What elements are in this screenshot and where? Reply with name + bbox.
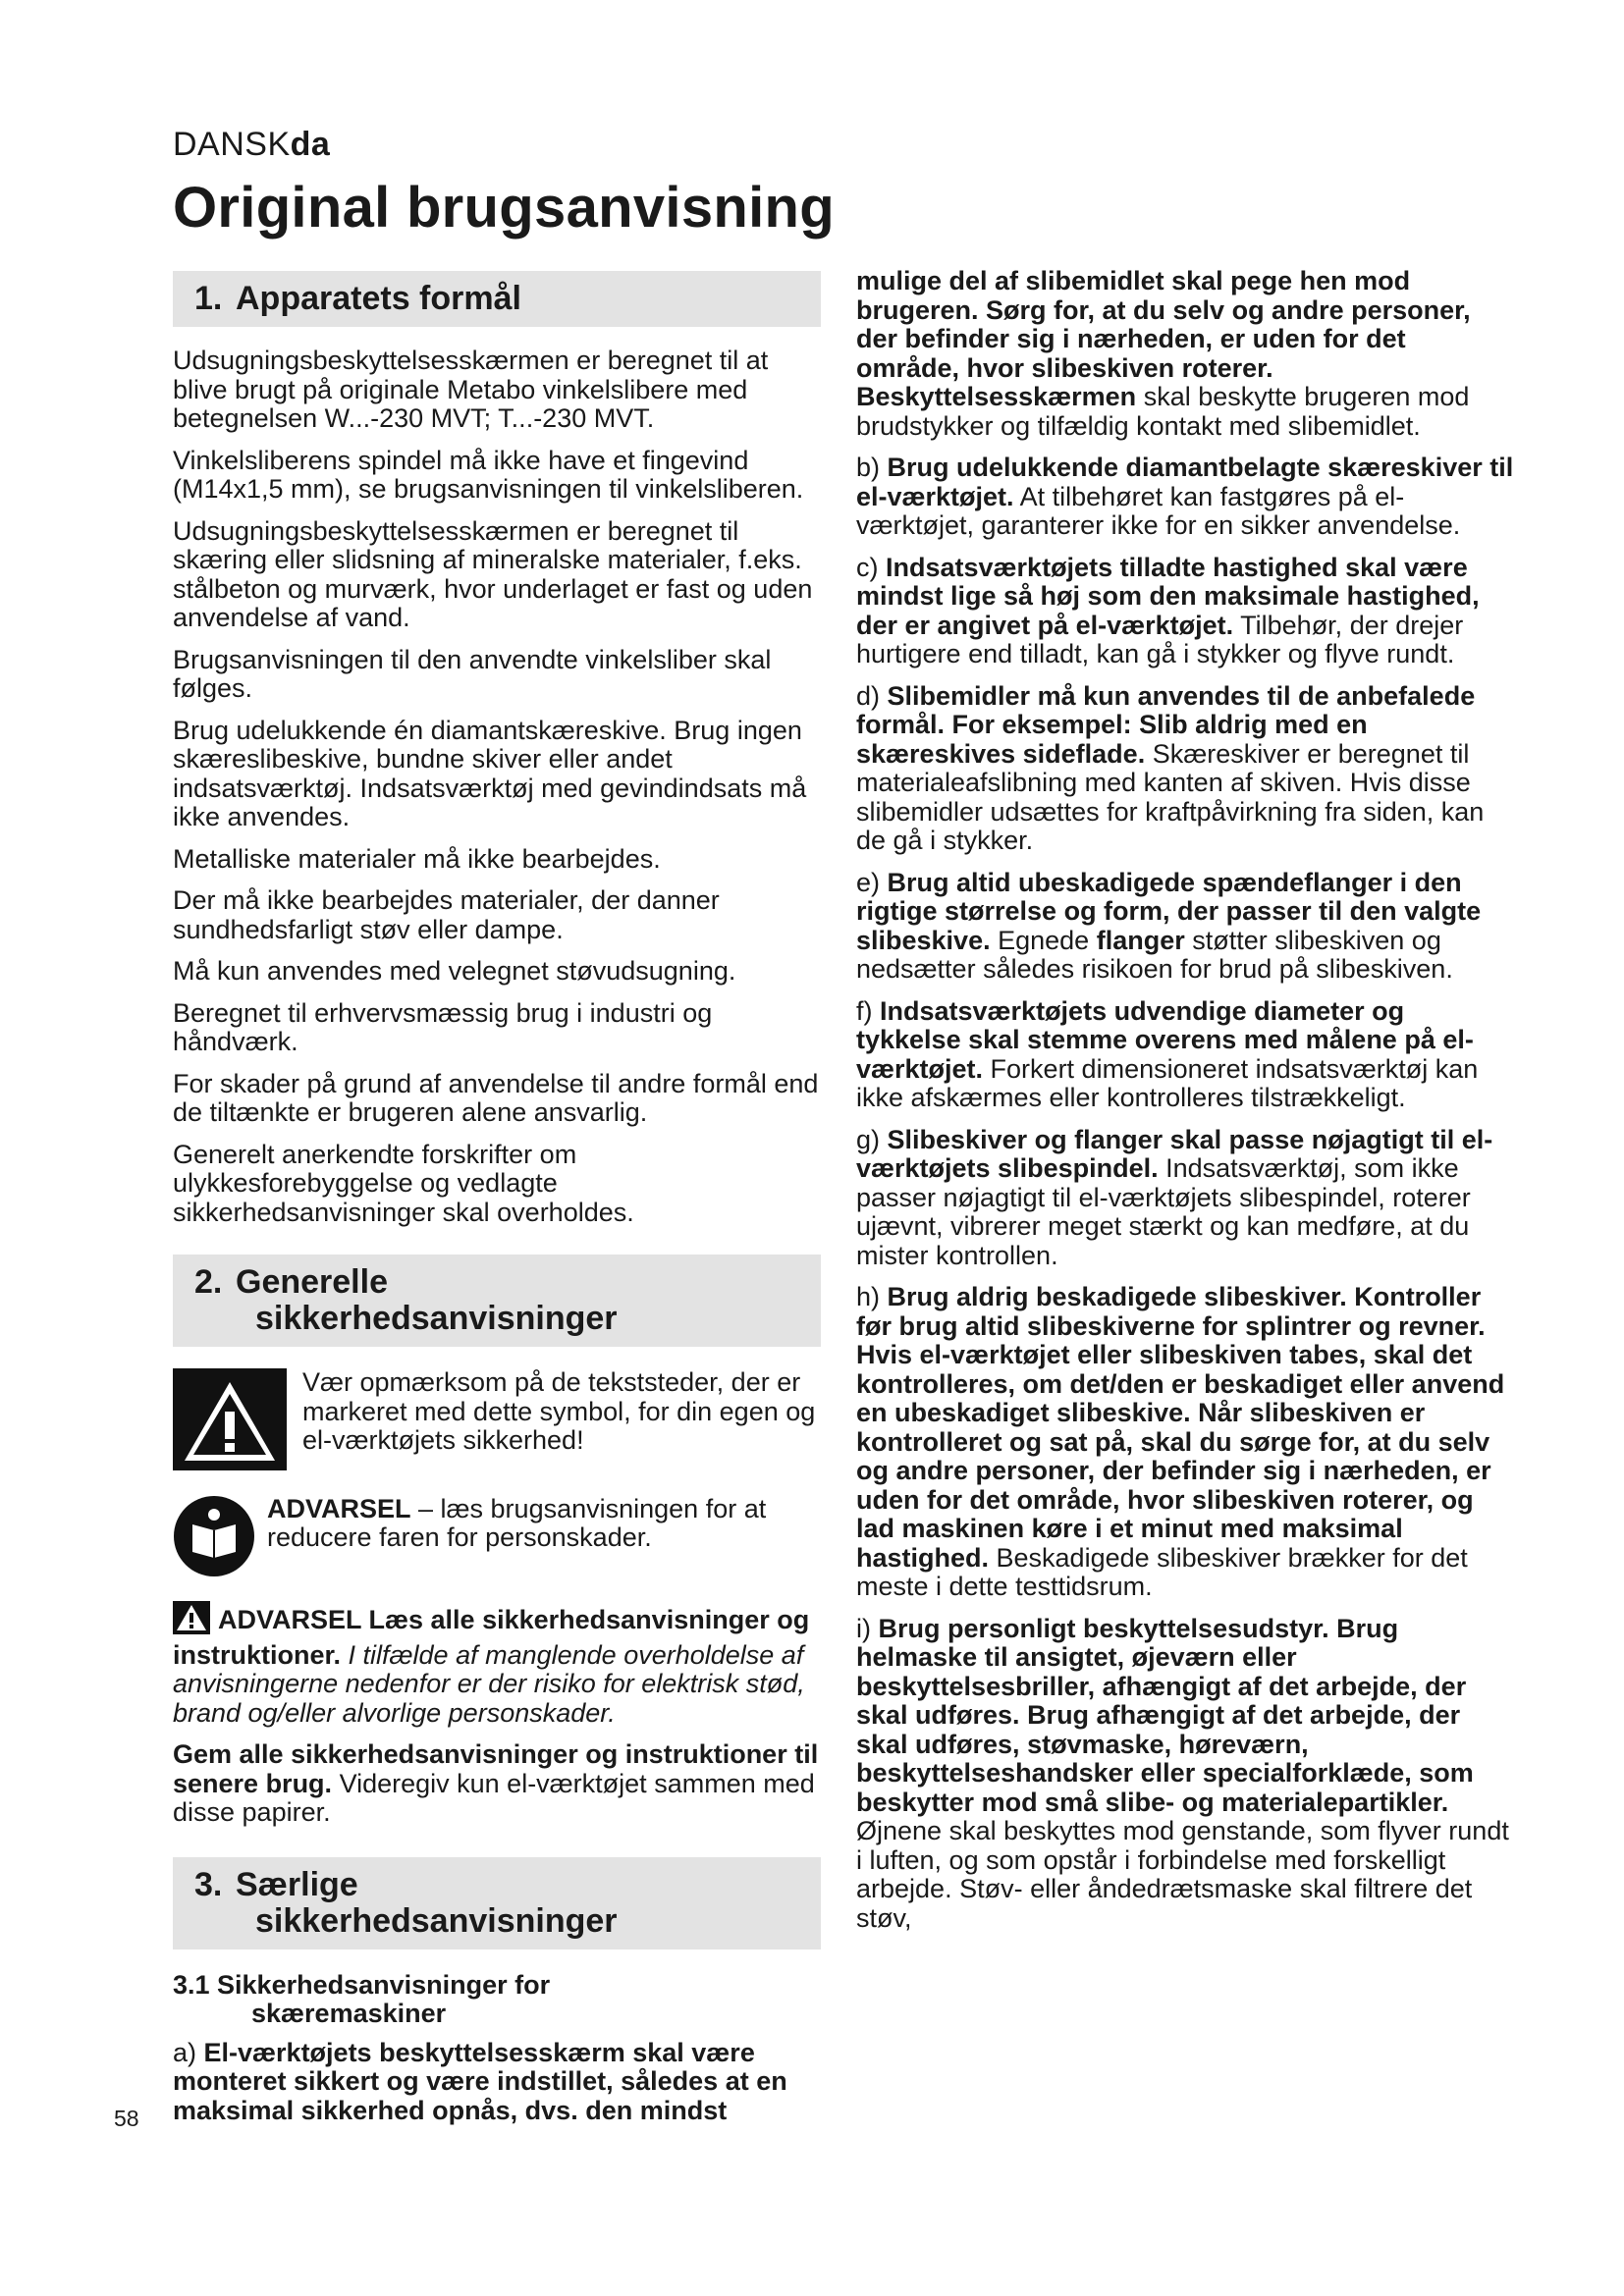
item-f: f) Indsatsværktøjets udvendige diameter og tykkelse skal stemme overens med målene på el-værktøjet. Forkert dimensioneret indsatsværktøj kan ikke afskærmes eller kontrolleres tilstrækkeligt. xyxy=(856,995,1479,1112)
section-1-heading: 1. Apparatets formål xyxy=(173,271,821,327)
read-manual-text: ADVARSEL – læs brugsanvisningen for at reducere faren for personskader. xyxy=(267,1493,767,1552)
section-1-paragraph: Metalliske materialer må ikke bearbejdes. xyxy=(173,843,661,874)
item-a: a) El-værktøjets beskyttelsesskærm skal være monteret sikkert og være indstillet, således at en maksimal sikkerhed opnås, dvs. den mindst xyxy=(173,2037,787,2125)
section-3-heading: 3. Særlige sikkerhedsanvisninger xyxy=(173,1857,821,1949)
warning-notice-text: Vær opmærksom på de tekststeder, der er markeret med dette symbol, for din egen og el-værktøjets sikkerhed! xyxy=(302,1367,816,1455)
read-manual-notice xyxy=(173,1495,821,1584)
section-1-paragraph: Udsugningsbeskyttelsesskærmen er beregnet til skæring eller slidsning af mineralske materialer, f.eks. stålbeton og murværk, hvor underlaget er fast og uden anvendelse af vand. xyxy=(173,515,813,632)
item-i: i) Brug personligt beskyttelsesudstyr. Brug helmaske til ansigtet, øjeværn eller beskyttelsesbriller, afhængigt af det arbejde, der skal udføres. Brug afhængigt af det arbejde, der skal udføres, støvmaske, høreværn, beskyttelseshandsker eller specialforklæde, som beskytter mod små slibe- og materialepartikler. Øjnene skal beskyttes mod genstande, som flyver rundt i luften, og som opstår i forbindelse med forskelligt arbejde. Støv- eller åndedrætsmaske skal filtrere det støv, xyxy=(856,1613,1509,1933)
section-2-heading: 2. Generelle sikkerhedsanvisninger xyxy=(173,1255,821,1347)
section-1-paragraph: Der må ikke bearbejdes materialer, der danner sundhedsfarligt støv eller dampe. xyxy=(173,885,720,944)
page-number: 58 xyxy=(114,2106,139,2131)
advarsel-paragraph: ADVARSEL Læs alle sikkerhedsanvisninger og instruktioner. I tilfælde af manglende overholdelse af anvisningerne nedenfor er der risiko for elektrisk stød, brand og/eller alvorlige personskader. xyxy=(173,1601,821,1728)
item-c: c) Indsatsværktøjets tilladte hastighed skal være mindst lige så høj som den maksimale hastighed, der er angivet på el-værktøjet. Tilbehør, der drejer hurtigere end tilladt, kan gå i stykker og flyve rundt. xyxy=(856,552,1480,668)
language-label: DANSKda xyxy=(173,126,331,163)
left-column xyxy=(173,271,821,2138)
section-1-paragraph: Må kun anvendes med velegnet støvudsugning. xyxy=(173,956,736,986)
right-column xyxy=(856,267,1514,1946)
item-e: e) Brug altid ubeskadigede spændeflanger i den rigtige størrelse og form, der passer til den valgte slibeskive. Egnede flanger støtter slibeskiven og nedsætter således risikoen for brud på slibeskiven. xyxy=(856,867,1482,984)
section-1-body xyxy=(173,347,821,1227)
subsection-3-1-heading: 3.1 Sikkerhedsanvisninger for skæremaskiner xyxy=(173,1969,551,2028)
keep-instructions-paragraph: Gem alle sikkerhedsanvisninger og instruktioner til senere brug. Videregiv kun el-værktøjet sammen med disse papirer. xyxy=(173,1739,819,1827)
section-1-paragraph: Vinkelsliberens spindel må ikke have et fingevind (M14x1,5 mm), se brugsanvisningen til vinkelsliberen. xyxy=(173,445,804,504)
section-1-paragraph: For skader på grund af anvendelse til andre formål end de tiltænkte er brugeren alene ansvarlig. xyxy=(173,1068,819,1127)
section-1-paragraph: Brug udelukkende én diamantskæreskive. Brug ingen skæreslibeskive, bundne skiver eller andet indsatsværktøj. Indsatsværktøj med gevindindsats må ikke anvendes. xyxy=(173,715,807,831)
section-1-paragraph: Generelt anerkendte forskrifter om ulykkesforebyggelse og vedlagte sikkerhedsanvisninger skal overholdes. xyxy=(173,1139,634,1227)
section-1-paragraph: Brugsanvisningen til den anvendte vinkelsliber skal følges. xyxy=(173,644,772,703)
section-1-paragraph: Udsugningsbeskyttelsesskærmen er beregnet til at blive brugt på originale Metabo vinkelslibere med betegnelsen W...-230 MVT; T...-230 MVT. xyxy=(173,346,769,433)
section-1-paragraph: Beregnet til erhvervsmæssig brug i industri og håndværk. xyxy=(173,997,713,1056)
item-a-continued: mulige del af slibemidlet skal pege hen mod brugeren. Sørg for, at du selv og andre personer, der befinder sig i nærheden, er uden for det område, hvor slibeskiven roterer. Beskyttelsesskærmen skal beskytte brugeren mod brudstykker og tilfældig kontakt med slibemidlet. xyxy=(856,266,1471,441)
warning-triangle-icon xyxy=(173,1368,287,1477)
small-warning-icon xyxy=(173,1601,210,1641)
page-title: Original brugsanvisning xyxy=(173,176,835,240)
item-g: g) Slibeskiver og flanger skal passe nøjagtigt til el-værktøjets slibespindel. Indsatsværktøj, som ikke passer nøjagtigt til el-værktøjets slibespindel, roterer ujævnt, vibrerer meget stærkt og kan medføre, at du mister kontrollen. xyxy=(856,1124,1493,1270)
read-manual-icon xyxy=(173,1495,255,1584)
item-h: h) Brug aldrig beskadigede slibeskiver. Kontroller før brug altid slibeskiverne for splintrer og revner. Hvis el-værktøjet eller slibeskiven tabes, skal det kontrolleres, om det/den er beskadiget eller anvend en ubeskadiget slibeskive. Når slibeskiven er kontrolleret og sat på, skal du sørge for, at du selv og andre personer, der befinder sig i nærheden, er uden for det område, hvor slibeskiven roterer, og lad maskinen køre i et minut med maksimal hastighed. Beskadigede slibeskiver brækker for det meste i dette testtidsrum. xyxy=(856,1282,1505,1601)
item-d: d) Slibemidler må kun anvendes til de anbefalede formål. For eksempel: Slib aldrig med en skæreskives sideflade. Skæreskiver er beregnet til materialeafslibning med kanten af skiven. Hvis disse slibemidler udsættes for kraftpåvirkning fra siden, kan de gå i stykker. xyxy=(856,680,1485,855)
warning-notice xyxy=(173,1368,821,1477)
item-b: b) Brug udelukkende diamantbelagte skæreskiver til el-værktøjet. At tilbehøret kan fastgøres på el-værktøjet, garanterer ikke for en sikker anvendelse. xyxy=(856,453,1514,540)
